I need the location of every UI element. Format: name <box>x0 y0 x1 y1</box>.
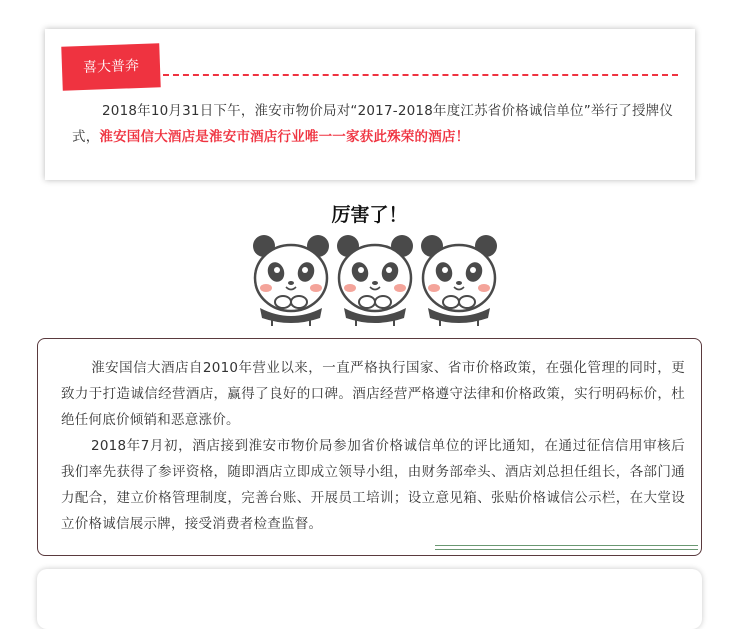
body-text <box>61 355 685 537</box>
green-accent-line <box>435 545 698 546</box>
body-paragraph: 2018年7月初，酒店接到淮安市物价局参加省价格诚信单位的评比通知，在通过征信信用审核后我们率先获得了参评资格，随即酒店立即成立领导小组，由财务部牵头、酒店刘总担任组长，各部门通力配合，建立价格管理制度，完善台账、开展员工培训；设立意见箱、张贴价格诚信公示栏，在大堂设立价格诚信展示牌，接受消费者检查监督。 <box>61 438 685 532</box>
green-accent-line <box>435 549 698 550</box>
panda-icon <box>253 235 329 326</box>
announcement-highlight: 淮安国信大酒店是淮安市酒店行业唯一一家获此殊荣的酒店！ <box>99 129 470 145</box>
announcement-text <box>72 98 678 150</box>
announcement-card <box>45 29 695 180</box>
dashed-divider <box>163 74 678 76</box>
panda-sticker-row <box>248 232 498 328</box>
announcement-tag: 喜大普奔 <box>61 43 160 90</box>
announcement-text-plain: 2018年10月31日下午，淮安市物价局对“2017-2018年度江苏省价格诚信单位”举行了授牌仪式， <box>72 103 674 145</box>
exclaim-heading: 厉害了！ <box>331 204 408 226</box>
body-card <box>37 338 702 556</box>
panda-icon <box>337 235 413 326</box>
next-card <box>37 569 702 629</box>
panda-icon <box>421 235 497 326</box>
body-paragraph: 淮安国信大酒店自2010年营业以来，一直严格执行国家、省市价格政策，在强化管理的同时，更致力于打造诚信经营酒店，赢得了良好的口碑。酒店经营严格遵守法律和价格政策，实行明码标价，杜绝任何底价倾销和恶意涨价。 <box>61 360 685 428</box>
